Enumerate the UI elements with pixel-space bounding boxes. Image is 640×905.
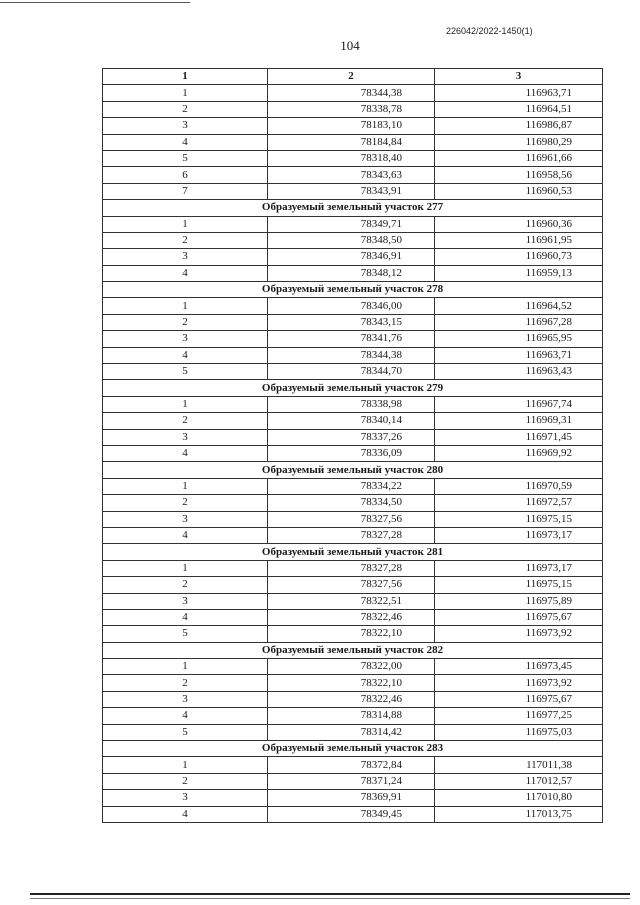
x-coordinate-cell: 78348,50 [268,232,435,248]
table-row [103,478,603,494]
table-row [103,675,603,691]
table-row [103,347,603,363]
y-coordinate-cell: 116973,17 [435,560,603,576]
table-row [103,85,603,101]
table-row [103,101,603,117]
point-number-cell: 2 [103,232,268,248]
section-title-row [103,380,603,396]
point-number-cell: 1 [103,659,268,675]
table-row [103,364,603,380]
section-title: Образуемый земельный участок 281 [103,544,603,560]
y-coordinate-cell: 116973,45 [435,659,603,675]
table-row [103,298,603,314]
table-row [103,560,603,576]
point-number-cell: 1 [103,478,268,494]
x-coordinate-cell: 78314,42 [268,724,435,740]
table-row [103,150,603,166]
x-coordinate-cell: 78327,56 [268,577,435,593]
point-number-cell: 1 [103,396,268,412]
point-number-cell: 1 [103,757,268,773]
y-coordinate-cell: 117010,80 [435,790,603,806]
header-row [103,69,603,85]
x-coordinate-cell: 78327,28 [268,560,435,576]
section-title: Образуемый земельный участок 280 [103,462,603,478]
point-number-cell: 4 [103,134,268,150]
x-coordinate-cell: 78338,98 [268,396,435,412]
y-coordinate-cell: 116969,92 [435,445,603,461]
y-coordinate-cell: 116963,43 [435,364,603,380]
x-coordinate-cell: 78334,22 [268,478,435,494]
y-coordinate-cell: 116961,95 [435,232,603,248]
table-row [103,429,603,445]
table-row [103,691,603,707]
x-coordinate-cell: 78322,10 [268,626,435,642]
x-coordinate-cell: 78183,10 [268,118,435,134]
point-number-cell: 4 [103,527,268,543]
x-coordinate-cell: 78343,63 [268,167,435,183]
point-number-cell: 3 [103,593,268,609]
x-coordinate-cell: 78343,91 [268,183,435,199]
y-coordinate-cell: 116980,29 [435,134,603,150]
x-coordinate-cell: 78322,10 [268,675,435,691]
y-coordinate-cell: 116960,53 [435,183,603,199]
table-row [103,216,603,232]
section-title-row [103,200,603,216]
x-coordinate-cell: 78327,56 [268,511,435,527]
x-coordinate-cell: 78314,88 [268,708,435,724]
x-coordinate-cell: 78346,00 [268,298,435,314]
point-number-cell: 5 [103,364,268,380]
x-coordinate-cell: 78322,46 [268,609,435,625]
y-coordinate-cell: 116977,25 [435,708,603,724]
point-number-cell: 4 [103,347,268,363]
section-title-row [103,741,603,757]
y-coordinate-cell: 116973,17 [435,527,603,543]
section-title: Образуемый земельный участок 277 [103,200,603,216]
table-row [103,527,603,543]
y-coordinate-cell: 116973,92 [435,626,603,642]
section-title-row [103,282,603,298]
x-coordinate-cell: 78344,70 [268,364,435,380]
section-title: Образуемый земельный участок 279 [103,380,603,396]
table-row [103,118,603,134]
y-coordinate-cell: 116975,67 [435,609,603,625]
x-coordinate-cell: 78318,40 [268,150,435,166]
x-coordinate-cell: 78341,76 [268,331,435,347]
point-number-cell: 1 [103,298,268,314]
x-coordinate-cell: 78349,45 [268,806,435,822]
point-number-cell: 1 [103,216,268,232]
y-coordinate-cell: 116970,59 [435,478,603,494]
point-number-cell: 2 [103,675,268,691]
column-header-2: 2 [268,69,435,85]
table-row [103,331,603,347]
column-header-1: 1 [103,69,268,85]
y-coordinate-cell: 116960,73 [435,249,603,265]
top-rule [0,2,190,3]
point-number-cell: 2 [103,773,268,789]
table-row [103,609,603,625]
table-row [103,659,603,675]
section-title: Образуемый земельный участок 282 [103,642,603,658]
table-row [103,183,603,199]
coordinates-table [102,68,603,823]
y-coordinate-cell: 116965,95 [435,331,603,347]
x-coordinate-cell: 78338,78 [268,101,435,117]
section-title-row [103,462,603,478]
point-number-cell: 7 [103,183,268,199]
table-row [103,626,603,642]
table-row [103,757,603,773]
y-coordinate-cell: 116975,67 [435,691,603,707]
table-row [103,773,603,789]
point-number-cell: 2 [103,495,268,511]
y-coordinate-cell: 116967,74 [435,396,603,412]
table-row [103,495,603,511]
x-coordinate-cell: 78346,91 [268,249,435,265]
y-coordinate-cell: 116967,28 [435,314,603,330]
y-coordinate-cell: 116963,71 [435,347,603,363]
x-coordinate-cell: 78322,46 [268,691,435,707]
point-number-cell: 5 [103,150,268,166]
table-row [103,314,603,330]
y-coordinate-cell: 116959,13 [435,265,603,281]
section-title-row [103,642,603,658]
page-number: 104 [340,38,360,53]
point-number-cell: 3 [103,331,268,347]
point-number-cell: 2 [103,413,268,429]
y-coordinate-cell: 116964,51 [435,101,603,117]
section-title-row [103,544,603,560]
table-row [103,167,603,183]
table-row [103,511,603,527]
table-row [103,708,603,724]
y-coordinate-cell: 116961,66 [435,150,603,166]
coordinates-table-body [103,69,603,823]
point-number-cell: 3 [103,249,268,265]
y-coordinate-cell: 117012,57 [435,773,603,789]
y-coordinate-cell: 116964,52 [435,298,603,314]
point-number-cell: 3 [103,429,268,445]
y-coordinate-cell: 116969,31 [435,413,603,429]
x-coordinate-cell: 78340,14 [268,413,435,429]
x-coordinate-cell: 78348,12 [268,265,435,281]
section-title: Образуемый земельный участок 283 [103,741,603,757]
x-coordinate-cell: 78344,38 [268,85,435,101]
y-coordinate-cell: 116958,56 [435,167,603,183]
point-number-cell: 4 [103,265,268,281]
point-number-cell: 1 [103,85,268,101]
x-coordinate-cell: 78337,26 [268,429,435,445]
table-row [103,134,603,150]
y-coordinate-cell: 116972,57 [435,495,603,511]
point-number-cell: 5 [103,724,268,740]
point-number-cell: 4 [103,445,268,461]
point-number-cell: 2 [103,101,268,117]
table-row [103,790,603,806]
point-number-cell: 4 [103,806,268,822]
point-number-cell: 4 [103,708,268,724]
section-title: Образуемый земельный участок 278 [103,282,603,298]
y-coordinate-cell: 116960,36 [435,216,603,232]
point-number-cell: 4 [103,609,268,625]
x-coordinate-cell: 78322,00 [268,659,435,675]
x-coordinate-cell: 78334,50 [268,495,435,511]
y-coordinate-cell: 117013,75 [435,806,603,822]
y-coordinate-cell: 117011,38 [435,757,603,773]
point-number-cell: 3 [103,790,268,806]
x-coordinate-cell: 78322,51 [268,593,435,609]
table-row [103,445,603,461]
x-coordinate-cell: 78372,84 [268,757,435,773]
y-coordinate-cell: 116973,92 [435,675,603,691]
table-row [103,232,603,248]
table-row [103,249,603,265]
y-coordinate-cell: 116986,87 [435,118,603,134]
x-coordinate-cell: 78327,28 [268,527,435,543]
y-coordinate-cell: 116975,89 [435,593,603,609]
table-row [103,724,603,740]
y-coordinate-cell: 116963,71 [435,85,603,101]
table-row [103,265,603,281]
point-number-cell: 5 [103,626,268,642]
x-coordinate-cell: 78336,09 [268,445,435,461]
bottom-rule [30,893,630,895]
y-coordinate-cell: 116975,15 [435,577,603,593]
x-coordinate-cell: 78369,91 [268,790,435,806]
table-row [103,413,603,429]
table-row [103,806,603,822]
document-reference: 226042/2022-1450(1) [446,26,533,36]
table-row [103,593,603,609]
y-coordinate-cell: 116975,15 [435,511,603,527]
point-number-cell: 3 [103,511,268,527]
column-header-3: 3 [435,69,603,85]
point-number-cell: 2 [103,577,268,593]
bottom-rule-thin [30,898,630,899]
table-row [103,577,603,593]
x-coordinate-cell: 78184,84 [268,134,435,150]
y-coordinate-cell: 116975,03 [435,724,603,740]
x-coordinate-cell: 78344,38 [268,347,435,363]
point-number-cell: 3 [103,118,268,134]
point-number-cell: 6 [103,167,268,183]
table-row [103,396,603,412]
x-coordinate-cell: 78371,24 [268,773,435,789]
y-coordinate-cell: 116971,45 [435,429,603,445]
point-number-cell: 3 [103,691,268,707]
point-number-cell: 1 [103,560,268,576]
x-coordinate-cell: 78343,15 [268,314,435,330]
x-coordinate-cell: 78349,71 [268,216,435,232]
point-number-cell: 2 [103,314,268,330]
